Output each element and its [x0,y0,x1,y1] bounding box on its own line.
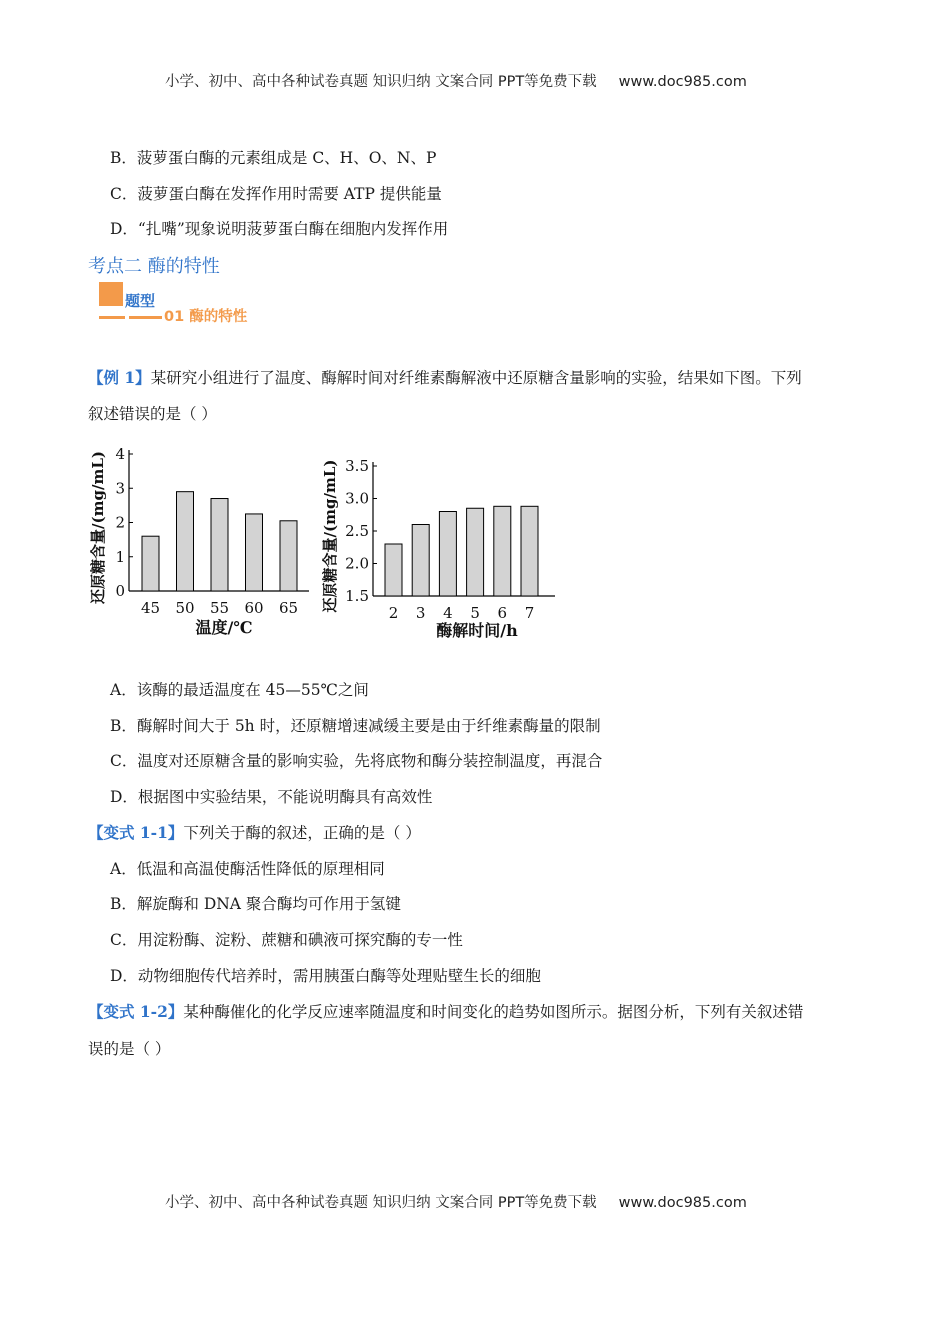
badge-underline-right [129,316,162,319]
page-footer [165,1191,747,1212]
variant2-line2: 误的是（ ） [88,1040,171,1058]
example1-option-c: C．温度对还原糖含量的影响实验，先将底物和酶分装控制温度，再混合 [110,752,603,770]
badge-icon [99,282,123,306]
bar [439,512,456,597]
example1-line1 [88,366,802,388]
x-tick-label: 50 [175,599,195,617]
bar [385,544,402,596]
variant1-option-c: C．用淀粉酶、淀粉、蔗糖和碘液可探究酶的专一性 [110,931,463,949]
example1-tag: 【例 1】 [88,368,151,387]
header-text: 小学、初中、高中各种试卷真题 知识归纳 文案合同 PPT等免费下载 [165,74,597,90]
variant1-option-d: D．动物细胞传代培养时，需用胰蛋白酶等处理贴壁生长的细胞 [110,967,541,985]
bar [521,506,538,596]
y-tick-label: 2.0 [345,554,369,573]
badge-underline-left [99,316,125,319]
variant1-stem: 下列关于酶的叙述，正确的是（ ） [183,824,421,842]
bar [280,521,297,591]
y-tick-label: 4 [115,445,125,463]
y-tick-label: 1 [115,547,125,566]
bar [494,506,511,596]
x-tick-label: 3 [415,604,426,622]
bar [412,525,429,597]
variant1-tag: 【变式 1-1】 [88,823,184,842]
variant1-stem-line [88,821,421,843]
variant2-stem: 某种酶催化的化学反应速率随温度和时间变化的趋势如图所示。据图分析，下列有关叙述错 [183,1003,804,1021]
chart-time [321,457,555,640]
charts-figure [85,436,565,646]
x-tick-label: 55 [209,599,230,617]
y-tick-label: 2 [115,513,125,532]
prev-option-c: C．菠萝蛋白酶在发挥作用时需要 ATP 提供能量 [110,185,442,203]
variant2-line1 [88,1000,803,1022]
prev-option-b: B．菠萝蛋白酶的元素组成是 C、H、O、N、P [110,149,437,167]
example1-option-d: D．根据图中实验结果，不能说明酶具有高效性 [110,788,433,806]
y-tick-label: 0 [115,582,125,600]
x-axis-title: 温度/℃ [195,618,253,637]
header-site[interactable]: www.doc985.com [618,74,747,90]
x-tick-label: 2 [388,604,399,622]
y-tick-label: 1.5 [345,587,369,605]
y-tick-label: 3.0 [345,489,369,508]
variant2-tag: 【变式 1-2】 [88,1002,184,1021]
y-tick-label: 3.5 [345,457,369,475]
example1-option-b: B．酶解时间大于 5h 时，还原糖增速减缓主要是由于纤维素酶量的限制 [110,717,601,735]
example1-stem: 某研究小组进行了温度、酶解时间对纤维素酶解液中还原糖含量影响的实验，结果如下图。下列 [150,369,802,387]
x-axis-title: 酶解时间/h [436,621,518,640]
x-tick-label: 45 [140,599,161,617]
bar [142,536,159,591]
y-axis-title: 还原糖含量/(mg/mL) [321,459,339,613]
section-title: 考点二 酶的特性 [88,256,220,277]
prev-option-d: D．“扎嘴”现象说明菠萝蛋白酶在细胞内发挥作用 [110,220,449,238]
x-tick-label: 5 [470,604,480,622]
y-tick-label: 3 [115,479,125,498]
variant1-option-b: B．解旋酶和 DNA 聚合酶均可作用于氢键 [110,895,401,913]
page-header [165,70,747,91]
badge-title: 01 酶的特性 [164,309,248,325]
x-tick-label: 65 [278,599,299,617]
bar [246,514,263,591]
y-axis-title: 还原糖含量/(mg/mL) [89,451,107,604]
x-tick-label: 4 [443,604,453,622]
badge-word: 题型 [125,292,156,310]
bar [467,508,484,596]
chart-temperature [89,445,309,637]
variant1-option-a: A．低温和高温使酶活性降低的原理相同 [110,860,385,878]
footer-site[interactable]: www.doc985.com [618,1195,747,1211]
example1-line2: 叙述错误的是（ ） [88,405,217,423]
y-tick-label: 2.5 [345,522,369,540]
x-tick-label: 60 [244,599,264,617]
example1-option-a: A．该酶的最适温度在 45—55℃之间 [110,681,369,699]
bar [177,492,194,591]
x-tick-label: 6 [497,604,508,622]
x-tick-label: 7 [524,604,535,622]
footer-text: 小学、初中、高中各种试卷真题 知识归纳 文案合同 PPT等免费下载 [165,1195,597,1211]
bar [211,499,228,591]
